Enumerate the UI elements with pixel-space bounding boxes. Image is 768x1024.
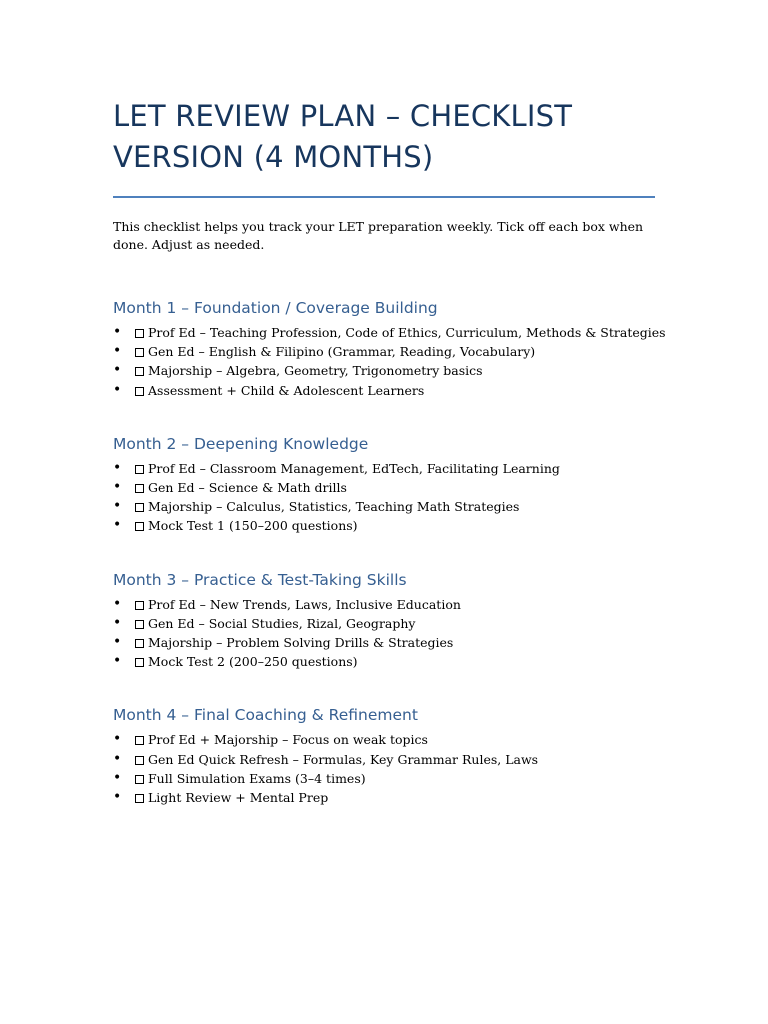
bullet-icon: • bbox=[113, 498, 122, 515]
bullet-icon: • bbox=[113, 634, 122, 651]
checkbox-icon[interactable] bbox=[135, 658, 144, 667]
checklist-item-label: Gen Ed Quick Refresh – Formulas, Key Grammar Rules, Laws bbox=[148, 751, 539, 767]
checklist bbox=[113, 730, 655, 807]
bullet-icon: • bbox=[113, 324, 122, 340]
bullet-icon: • bbox=[113, 362, 122, 379]
intro-paragraph: This checklist helps you track your LET preparation weekly. Tick off each box when done. Adjust as needed. bbox=[113, 219, 644, 252]
checklist-item-label: Gen Ed – Science & Math drills bbox=[148, 480, 347, 496]
checkbox-icon[interactable] bbox=[135, 736, 144, 745]
checklist bbox=[113, 459, 655, 536]
bullet-icon: • bbox=[113, 750, 122, 767]
checkbox-icon[interactable] bbox=[135, 367, 144, 376]
checkbox-icon[interactable] bbox=[135, 775, 144, 784]
month-4-section bbox=[113, 705, 655, 807]
checkbox-icon[interactable] bbox=[135, 329, 144, 338]
bullet-icon: • bbox=[113, 595, 122, 612]
bullet-icon: • bbox=[113, 614, 122, 631]
bullet-icon: • bbox=[113, 731, 122, 748]
checklist-item-label: Gen Ed – English & Filipino (Grammar, Reading, Vocabulary) bbox=[148, 344, 536, 360]
page-title: LET REVIEW PLAN – CHECKLIST VERSION (4 MONTHS) bbox=[113, 99, 573, 174]
checkbox-icon[interactable] bbox=[135, 522, 144, 531]
bullet-icon: • bbox=[113, 381, 122, 398]
checkbox-icon[interactable] bbox=[135, 794, 144, 803]
checkbox-icon[interactable] bbox=[135, 503, 144, 512]
month-heading: Month 3 – Practice & Test-Taking Skills bbox=[113, 570, 407, 589]
checklist-item bbox=[113, 633, 655, 652]
bullet-icon: • bbox=[113, 653, 122, 670]
checklist-item-label: Gen Ed – Social Studies, Rizal, Geography bbox=[148, 615, 416, 631]
checklist bbox=[113, 595, 655, 672]
month-2-section bbox=[113, 434, 655, 536]
month-heading: Month 4 – Final Coaching & Refinement bbox=[113, 706, 418, 725]
checklist-item-label: Prof Ed + Majorship – Focus on weak topics bbox=[148, 732, 428, 748]
checkbox-icon[interactable] bbox=[135, 756, 144, 765]
checklist-item bbox=[113, 730, 655, 749]
checklist-item-label: Mock Test 1 (150–200 questions) bbox=[148, 518, 358, 534]
checklist-item-label: Prof Ed – Teaching Profession, Code of Ethics, Curriculum, Methods & Strategies bbox=[148, 325, 666, 340]
checklist-item bbox=[113, 381, 655, 400]
checklist-item bbox=[113, 342, 655, 361]
document-page bbox=[113, 96, 666, 807]
month-3-section bbox=[113, 570, 655, 672]
checklist-item-label: Majorship – Problem Solving Drills & Strategies bbox=[148, 635, 454, 651]
checkbox-icon[interactable] bbox=[135, 387, 144, 396]
checkbox-icon[interactable] bbox=[135, 601, 144, 610]
checklist-item bbox=[113, 595, 655, 614]
checklist-item bbox=[113, 750, 655, 769]
bullet-icon: • bbox=[113, 459, 122, 476]
month-sections bbox=[113, 298, 666, 807]
checklist-item-label: Mock Test 2 (200–250 questions) bbox=[148, 654, 358, 670]
checkbox-icon[interactable] bbox=[135, 465, 144, 474]
checkbox-icon[interactable] bbox=[135, 620, 144, 629]
month-heading: Month 1 – Foundation / Coverage Building bbox=[113, 299, 438, 317]
checklist-item bbox=[113, 323, 666, 342]
checklist-item bbox=[113, 361, 655, 380]
checkbox-icon[interactable] bbox=[135, 484, 144, 493]
bullet-icon: • bbox=[113, 769, 122, 786]
checklist-item bbox=[113, 614, 655, 633]
checklist-item-label: Majorship – Calculus, Statistics, Teaching Math Strategies bbox=[148, 499, 520, 515]
checklist-item bbox=[113, 516, 655, 535]
checklist-item bbox=[113, 769, 655, 788]
month-heading: Month 2 – Deepening Knowledge bbox=[113, 434, 369, 453]
bullet-icon: • bbox=[113, 517, 122, 534]
checkbox-icon[interactable] bbox=[135, 348, 144, 357]
bullet-icon: • bbox=[113, 789, 122, 806]
checklist-item-label: Majorship – Algebra, Geometry, Trigonometry basics bbox=[148, 363, 483, 379]
title-underline bbox=[113, 196, 655, 198]
checklist-item-label: Prof Ed – New Trends, Laws, Inclusive Education bbox=[148, 596, 461, 612]
checklist-item bbox=[113, 459, 655, 478]
checklist-item-label: Prof Ed – Classroom Management, EdTech, Facilitating Learning bbox=[148, 460, 560, 476]
bullet-icon: • bbox=[113, 479, 122, 496]
checklist-item-label: Light Review + Mental Prep bbox=[148, 790, 329, 806]
checklist-item bbox=[113, 788, 655, 807]
month-1-section bbox=[113, 298, 666, 400]
checkbox-icon[interactable] bbox=[135, 639, 144, 648]
checklist-item bbox=[113, 652, 655, 671]
checklist-item bbox=[113, 478, 655, 497]
checklist-item bbox=[113, 497, 655, 516]
checklist-item-label: Full Simulation Exams (3–4 times) bbox=[148, 770, 366, 786]
bullet-icon: • bbox=[113, 343, 122, 360]
checklist-item-label: Assessment + Child & Adolescent Learners bbox=[148, 382, 425, 398]
checklist bbox=[113, 323, 666, 400]
